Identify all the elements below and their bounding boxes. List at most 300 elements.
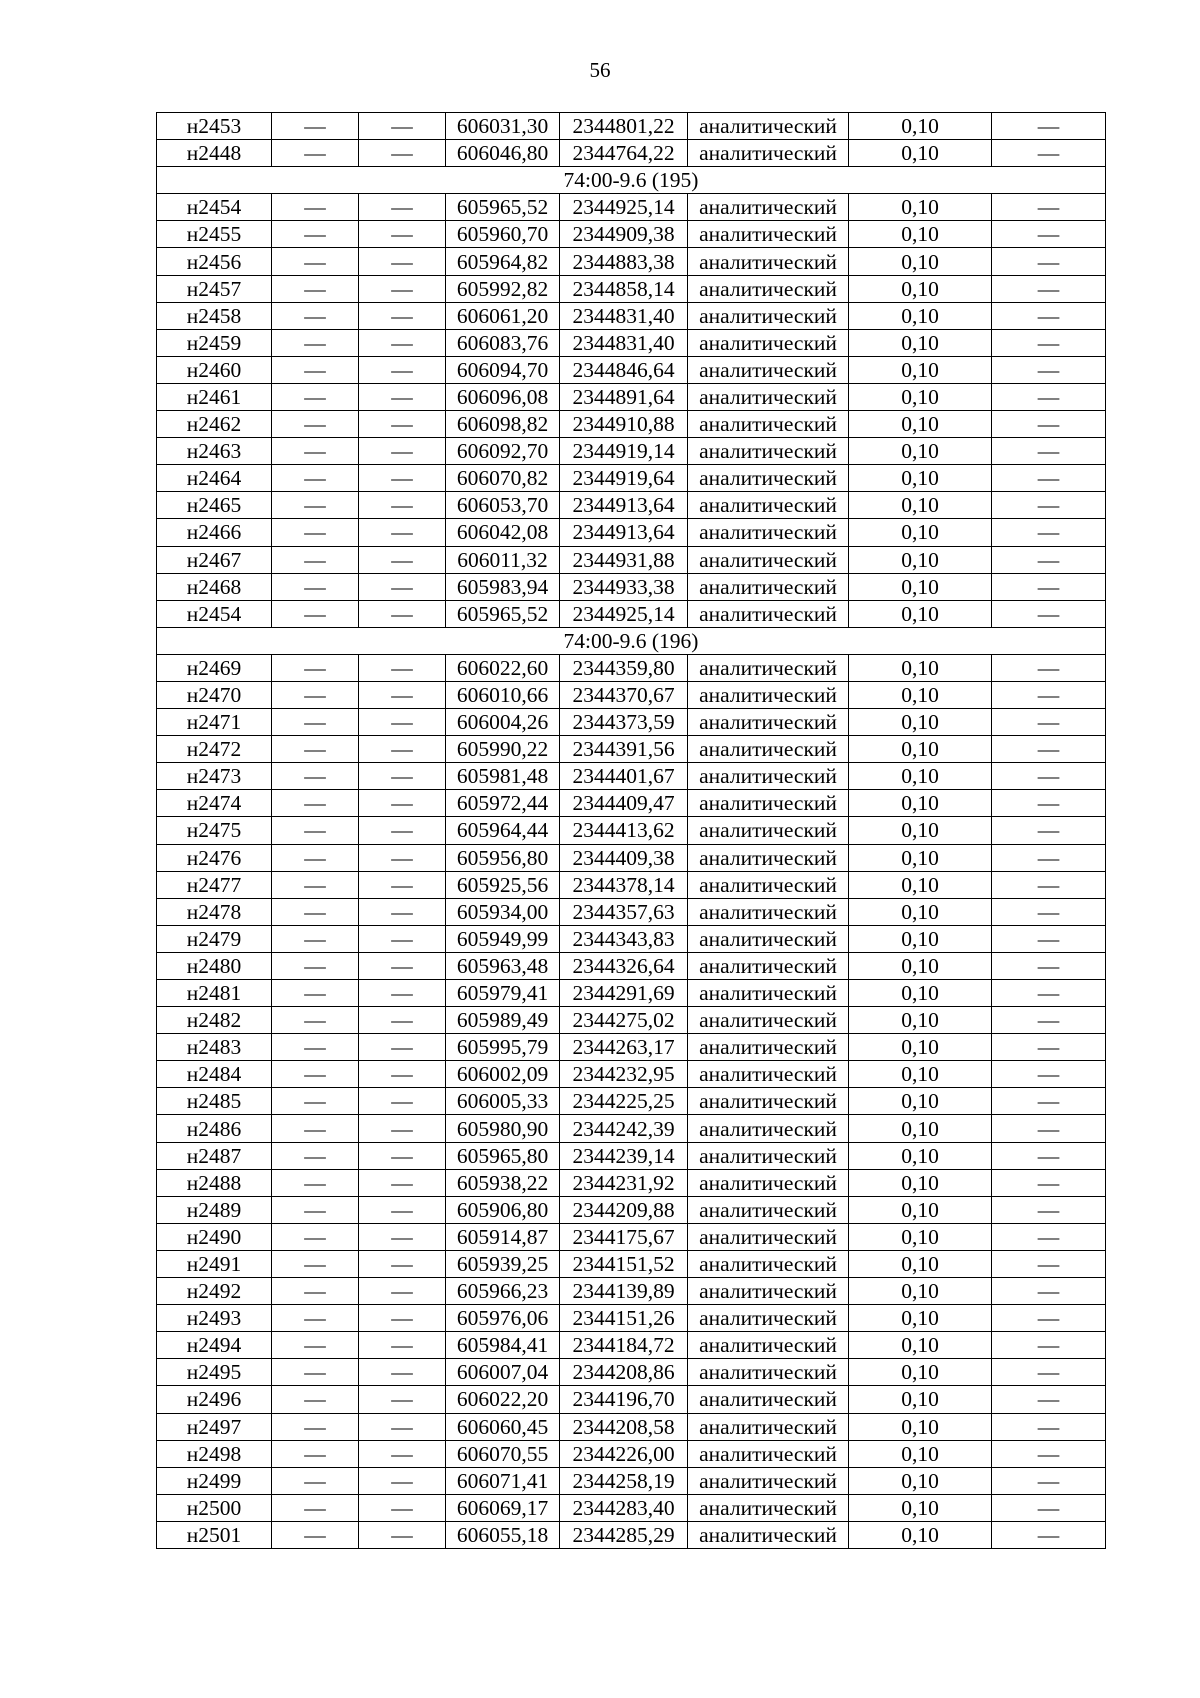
method-cell: аналитический bbox=[688, 1088, 849, 1115]
table-row bbox=[157, 1250, 1106, 1277]
description-cell: — bbox=[992, 763, 1106, 790]
accuracy-cell: 0,10 bbox=[849, 302, 992, 329]
description-cell: — bbox=[992, 1115, 1106, 1142]
y-coordinate-cell: 2344231,92 bbox=[560, 1169, 688, 1196]
x-coordinate-cell: 606042,08 bbox=[446, 519, 560, 546]
accuracy-cell: 0,10 bbox=[849, 925, 992, 952]
table-row bbox=[157, 844, 1106, 871]
accuracy-cell: 0,10 bbox=[849, 871, 992, 898]
x-coordinate-cell: 605984,41 bbox=[446, 1332, 560, 1359]
method-cell: аналитический bbox=[688, 1278, 849, 1305]
description-cell: — bbox=[992, 302, 1106, 329]
section-header-row bbox=[157, 167, 1106, 194]
accuracy-cell: 0,10 bbox=[849, 1115, 992, 1142]
description-cell: — bbox=[992, 654, 1106, 681]
point-name-cell: н2488 bbox=[157, 1169, 272, 1196]
description-cell: — bbox=[992, 1061, 1106, 1088]
y-coordinate-cell: 2344831,40 bbox=[560, 302, 688, 329]
old-x-cell: — bbox=[272, 1467, 359, 1494]
old-x-cell: — bbox=[272, 763, 359, 790]
description-cell: — bbox=[992, 600, 1106, 627]
table-row bbox=[157, 600, 1106, 627]
old-x-cell: — bbox=[272, 1494, 359, 1521]
method-cell: аналитический bbox=[688, 1467, 849, 1494]
description-cell: — bbox=[992, 573, 1106, 600]
old-y-cell: — bbox=[359, 1440, 446, 1467]
accuracy-cell: 0,10 bbox=[849, 1250, 992, 1277]
method-cell: аналитический bbox=[688, 763, 849, 790]
description-cell: — bbox=[992, 1467, 1106, 1494]
method-cell: аналитический bbox=[688, 275, 849, 302]
old-x-cell: — bbox=[272, 1142, 359, 1169]
old-y-cell: — bbox=[359, 925, 446, 952]
x-coordinate-cell: 605906,80 bbox=[446, 1196, 560, 1223]
old-y-cell: — bbox=[359, 465, 446, 492]
x-coordinate-cell: 605965,80 bbox=[446, 1142, 560, 1169]
x-coordinate-cell: 605976,06 bbox=[446, 1305, 560, 1332]
description-cell: — bbox=[992, 275, 1106, 302]
point-name-cell: н2448 bbox=[157, 140, 272, 167]
table-row bbox=[157, 411, 1106, 438]
x-coordinate-cell: 605990,22 bbox=[446, 736, 560, 763]
method-cell: аналитический bbox=[688, 411, 849, 438]
point-name-cell: н2492 bbox=[157, 1278, 272, 1305]
accuracy-cell: 0,10 bbox=[849, 438, 992, 465]
old-y-cell: — bbox=[359, 1115, 446, 1142]
point-name-cell: н2490 bbox=[157, 1223, 272, 1250]
point-name-cell: н2468 bbox=[157, 573, 272, 600]
point-name-cell: н2478 bbox=[157, 898, 272, 925]
y-coordinate-cell: 2344409,47 bbox=[560, 790, 688, 817]
old-x-cell: — bbox=[272, 519, 359, 546]
table-row bbox=[157, 980, 1106, 1007]
old-x-cell: — bbox=[272, 980, 359, 1007]
point-name-cell: н2461 bbox=[157, 383, 272, 410]
y-coordinate-cell: 2344858,14 bbox=[560, 275, 688, 302]
accuracy-cell: 0,10 bbox=[849, 1061, 992, 1088]
table-row bbox=[157, 1332, 1106, 1359]
method-cell: аналитический bbox=[688, 1494, 849, 1521]
description-cell: — bbox=[992, 709, 1106, 736]
description-cell: — bbox=[992, 1196, 1106, 1223]
old-x-cell: — bbox=[272, 817, 359, 844]
point-name-cell: н2454 bbox=[157, 194, 272, 221]
y-coordinate-cell: 2344413,62 bbox=[560, 817, 688, 844]
description-cell: — bbox=[992, 871, 1106, 898]
point-name-cell: н2501 bbox=[157, 1521, 272, 1548]
method-cell: аналитический bbox=[688, 329, 849, 356]
old-y-cell: — bbox=[359, 1467, 446, 1494]
accuracy-cell: 0,10 bbox=[849, 221, 992, 248]
description-cell: — bbox=[992, 194, 1106, 221]
old-y-cell: — bbox=[359, 1305, 446, 1332]
x-coordinate-cell: 606031,30 bbox=[446, 113, 560, 140]
description-cell: — bbox=[992, 898, 1106, 925]
table-row bbox=[157, 1169, 1106, 1196]
method-cell: аналитический bbox=[688, 1413, 849, 1440]
y-coordinate-cell: 2344151,52 bbox=[560, 1250, 688, 1277]
x-coordinate-cell: 605981,48 bbox=[446, 763, 560, 790]
old-x-cell: — bbox=[272, 573, 359, 600]
old-y-cell: — bbox=[359, 1278, 446, 1305]
x-coordinate-cell: 606010,66 bbox=[446, 681, 560, 708]
point-name-cell: н2499 bbox=[157, 1467, 272, 1494]
old-y-cell: — bbox=[359, 1521, 446, 1548]
description-cell: — bbox=[992, 113, 1106, 140]
point-name-cell: н2471 bbox=[157, 709, 272, 736]
accuracy-cell: 0,10 bbox=[849, 383, 992, 410]
old-x-cell: — bbox=[272, 871, 359, 898]
old-y-cell: — bbox=[359, 411, 446, 438]
description-cell: — bbox=[992, 221, 1106, 248]
point-name-cell: н2497 bbox=[157, 1413, 272, 1440]
old-x-cell: — bbox=[272, 1250, 359, 1277]
table-row bbox=[157, 1278, 1106, 1305]
x-coordinate-cell: 606083,76 bbox=[446, 329, 560, 356]
point-name-cell: н2463 bbox=[157, 438, 272, 465]
old-y-cell: — bbox=[359, 1061, 446, 1088]
point-name-cell: н2465 bbox=[157, 492, 272, 519]
table-row bbox=[157, 221, 1106, 248]
y-coordinate-cell: 2344378,14 bbox=[560, 871, 688, 898]
table-row bbox=[157, 763, 1106, 790]
method-cell: аналитический bbox=[688, 709, 849, 736]
y-coordinate-cell: 2344291,69 bbox=[560, 980, 688, 1007]
accuracy-cell: 0,10 bbox=[849, 329, 992, 356]
table-row bbox=[157, 465, 1106, 492]
method-cell: аналитический bbox=[688, 492, 849, 519]
old-x-cell: — bbox=[272, 844, 359, 871]
method-cell: аналитический bbox=[688, 465, 849, 492]
old-x-cell: — bbox=[272, 438, 359, 465]
old-x-cell: — bbox=[272, 113, 359, 140]
page-number: 56 bbox=[589, 58, 611, 82]
x-coordinate-cell: 606070,82 bbox=[446, 465, 560, 492]
x-coordinate-cell: 605925,56 bbox=[446, 871, 560, 898]
table-row bbox=[157, 1223, 1106, 1250]
x-coordinate-cell: 605914,87 bbox=[446, 1223, 560, 1250]
table-row bbox=[157, 1088, 1106, 1115]
y-coordinate-cell: 2344283,40 bbox=[560, 1494, 688, 1521]
accuracy-cell: 0,10 bbox=[849, 1088, 992, 1115]
old-y-cell: — bbox=[359, 1196, 446, 1223]
table-row bbox=[157, 546, 1106, 573]
old-x-cell: — bbox=[272, 898, 359, 925]
y-coordinate-cell: 2344139,89 bbox=[560, 1278, 688, 1305]
description-cell: — bbox=[992, 411, 1106, 438]
x-coordinate-cell: 605960,70 bbox=[446, 221, 560, 248]
point-name-cell: н2482 bbox=[157, 1007, 272, 1034]
method-cell: аналитический bbox=[688, 1440, 849, 1467]
old-x-cell: — bbox=[272, 654, 359, 681]
old-x-cell: — bbox=[272, 1061, 359, 1088]
old-x-cell: — bbox=[272, 736, 359, 763]
table-row bbox=[157, 790, 1106, 817]
description-cell: — bbox=[992, 1088, 1106, 1115]
description-cell: — bbox=[992, 465, 1106, 492]
y-coordinate-cell: 2344357,63 bbox=[560, 898, 688, 925]
point-name-cell: н2491 bbox=[157, 1250, 272, 1277]
accuracy-cell: 0,10 bbox=[849, 1034, 992, 1061]
old-y-cell: — bbox=[359, 1169, 446, 1196]
method-cell: аналитический bbox=[688, 302, 849, 329]
x-coordinate-cell: 605965,52 bbox=[446, 600, 560, 627]
table-row bbox=[157, 1305, 1106, 1332]
point-name-cell: н2495 bbox=[157, 1359, 272, 1386]
old-x-cell: — bbox=[272, 1169, 359, 1196]
old-x-cell: — bbox=[272, 1196, 359, 1223]
y-coordinate-cell: 2344175,67 bbox=[560, 1223, 688, 1250]
description-cell: — bbox=[992, 1359, 1106, 1386]
old-y-cell: — bbox=[359, 681, 446, 708]
table-row bbox=[157, 1440, 1106, 1467]
table-row bbox=[157, 356, 1106, 383]
accuracy-cell: 0,10 bbox=[849, 817, 992, 844]
y-coordinate-cell: 2344909,38 bbox=[560, 221, 688, 248]
y-coordinate-cell: 2344801,22 bbox=[560, 113, 688, 140]
accuracy-cell: 0,10 bbox=[849, 1142, 992, 1169]
y-coordinate-cell: 2344343,83 bbox=[560, 925, 688, 952]
accuracy-cell: 0,10 bbox=[849, 1169, 992, 1196]
x-coordinate-cell: 606022,60 bbox=[446, 654, 560, 681]
accuracy-cell: 0,10 bbox=[849, 1332, 992, 1359]
x-coordinate-cell: 605934,00 bbox=[446, 898, 560, 925]
old-y-cell: — bbox=[359, 1223, 446, 1250]
x-coordinate-cell: 606060,45 bbox=[446, 1413, 560, 1440]
point-name-cell: н2454 bbox=[157, 600, 272, 627]
table-row bbox=[157, 871, 1106, 898]
old-x-cell: — bbox=[272, 1386, 359, 1413]
y-coordinate-cell: 2344151,26 bbox=[560, 1305, 688, 1332]
old-x-cell: — bbox=[272, 1034, 359, 1061]
accuracy-cell: 0,10 bbox=[849, 573, 992, 600]
old-y-cell: — bbox=[359, 898, 446, 925]
old-x-cell: — bbox=[272, 302, 359, 329]
accuracy-cell: 0,10 bbox=[849, 194, 992, 221]
old-x-cell: — bbox=[272, 600, 359, 627]
old-x-cell: — bbox=[272, 546, 359, 573]
x-coordinate-cell: 606096,08 bbox=[446, 383, 560, 410]
y-coordinate-cell: 2344196,70 bbox=[560, 1386, 688, 1413]
description-cell: — bbox=[992, 492, 1106, 519]
accuracy-cell: 0,10 bbox=[849, 546, 992, 573]
table-row bbox=[157, 709, 1106, 736]
old-y-cell: — bbox=[359, 194, 446, 221]
x-coordinate-cell: 606022,20 bbox=[446, 1386, 560, 1413]
method-cell: аналитический bbox=[688, 1007, 849, 1034]
description-cell: — bbox=[992, 1440, 1106, 1467]
x-coordinate-cell: 605979,41 bbox=[446, 980, 560, 1007]
point-name-cell: н2474 bbox=[157, 790, 272, 817]
x-coordinate-cell: 605983,94 bbox=[446, 573, 560, 600]
old-y-cell: — bbox=[359, 248, 446, 275]
accuracy-cell: 0,10 bbox=[849, 492, 992, 519]
method-cell: аналитический bbox=[688, 1359, 849, 1386]
accuracy-cell: 0,10 bbox=[849, 465, 992, 492]
old-y-cell: — bbox=[359, 329, 446, 356]
table-row bbox=[157, 302, 1106, 329]
point-name-cell: н2475 bbox=[157, 817, 272, 844]
method-cell: аналитический bbox=[688, 871, 849, 898]
old-x-cell: — bbox=[272, 1359, 359, 1386]
y-coordinate-cell: 2344925,14 bbox=[560, 194, 688, 221]
old-x-cell: — bbox=[272, 1440, 359, 1467]
method-cell: аналитический bbox=[688, 925, 849, 952]
table-row bbox=[157, 573, 1106, 600]
method-cell: аналитический bbox=[688, 790, 849, 817]
x-coordinate-cell: 606055,18 bbox=[446, 1521, 560, 1548]
method-cell: аналитический bbox=[688, 952, 849, 979]
old-y-cell: — bbox=[359, 817, 446, 844]
accuracy-cell: 0,10 bbox=[849, 980, 992, 1007]
accuracy-cell: 0,10 bbox=[849, 709, 992, 736]
old-x-cell: — bbox=[272, 1088, 359, 1115]
y-coordinate-cell: 2344359,80 bbox=[560, 654, 688, 681]
old-y-cell: — bbox=[359, 221, 446, 248]
accuracy-cell: 0,10 bbox=[849, 790, 992, 817]
x-coordinate-cell: 606004,26 bbox=[446, 709, 560, 736]
table-row bbox=[157, 383, 1106, 410]
old-y-cell: — bbox=[359, 113, 446, 140]
old-x-cell: — bbox=[272, 140, 359, 167]
old-y-cell: — bbox=[359, 844, 446, 871]
table-row bbox=[157, 1196, 1106, 1223]
table-row bbox=[157, 275, 1106, 302]
table-row bbox=[157, 194, 1106, 221]
point-name-cell: н2459 bbox=[157, 329, 272, 356]
description-cell: — bbox=[992, 383, 1106, 410]
old-y-cell: — bbox=[359, 952, 446, 979]
description-cell: — bbox=[992, 844, 1106, 871]
y-coordinate-cell: 2344208,58 bbox=[560, 1413, 688, 1440]
old-x-cell: — bbox=[272, 1413, 359, 1440]
x-coordinate-cell: 606007,04 bbox=[446, 1359, 560, 1386]
old-x-cell: — bbox=[272, 194, 359, 221]
method-cell: аналитический bbox=[688, 980, 849, 1007]
point-name-cell: н2470 bbox=[157, 681, 272, 708]
table-row bbox=[157, 817, 1106, 844]
point-name-cell: н2464 bbox=[157, 465, 272, 492]
x-coordinate-cell: 606092,70 bbox=[446, 438, 560, 465]
y-coordinate-cell: 2344275,02 bbox=[560, 1007, 688, 1034]
x-coordinate-cell: 605989,49 bbox=[446, 1007, 560, 1034]
description-cell: — bbox=[992, 546, 1106, 573]
old-x-cell: — bbox=[272, 790, 359, 817]
method-cell: аналитический bbox=[688, 221, 849, 248]
description-cell: — bbox=[992, 140, 1106, 167]
table-row bbox=[157, 113, 1106, 140]
y-coordinate-cell: 2344391,56 bbox=[560, 736, 688, 763]
description-cell: — bbox=[992, 681, 1106, 708]
old-y-cell: — bbox=[359, 1250, 446, 1277]
old-x-cell: — bbox=[272, 1278, 359, 1305]
point-name-cell: н2483 bbox=[157, 1034, 272, 1061]
point-name-cell: н2494 bbox=[157, 1332, 272, 1359]
accuracy-cell: 0,10 bbox=[849, 898, 992, 925]
table-row bbox=[157, 1007, 1106, 1034]
point-name-cell: н2462 bbox=[157, 411, 272, 438]
method-cell: аналитический bbox=[688, 1061, 849, 1088]
method-cell: аналитический bbox=[688, 654, 849, 681]
description-cell: — bbox=[992, 438, 1106, 465]
old-y-cell: — bbox=[359, 600, 446, 627]
method-cell: аналитический bbox=[688, 1305, 849, 1332]
table-row bbox=[157, 681, 1106, 708]
old-x-cell: — bbox=[272, 952, 359, 979]
y-coordinate-cell: 2344326,64 bbox=[560, 952, 688, 979]
method-cell: аналитический bbox=[688, 1169, 849, 1196]
old-y-cell: — bbox=[359, 1142, 446, 1169]
table-body bbox=[157, 113, 1106, 1549]
old-x-cell: — bbox=[272, 925, 359, 952]
method-cell: аналитический bbox=[688, 1250, 849, 1277]
section-header-row bbox=[157, 627, 1106, 654]
point-name-cell: н2479 bbox=[157, 925, 272, 952]
accuracy-cell: 0,10 bbox=[849, 736, 992, 763]
method-cell: аналитический bbox=[688, 1115, 849, 1142]
y-coordinate-cell: 2344913,64 bbox=[560, 492, 688, 519]
y-coordinate-cell: 2344891,64 bbox=[560, 383, 688, 410]
point-name-cell: н2487 bbox=[157, 1142, 272, 1169]
accuracy-cell: 0,10 bbox=[849, 1467, 992, 1494]
accuracy-cell: 0,10 bbox=[849, 1386, 992, 1413]
point-name-cell: н2466 bbox=[157, 519, 272, 546]
old-y-cell: — bbox=[359, 438, 446, 465]
y-coordinate-cell: 2344933,38 bbox=[560, 573, 688, 600]
x-coordinate-cell: 606070,55 bbox=[446, 1440, 560, 1467]
old-y-cell: — bbox=[359, 1494, 446, 1521]
description-cell: — bbox=[992, 1305, 1106, 1332]
x-coordinate-cell: 605972,44 bbox=[446, 790, 560, 817]
method-cell: аналитический bbox=[688, 736, 849, 763]
x-coordinate-cell: 606094,70 bbox=[446, 356, 560, 383]
accuracy-cell: 0,10 bbox=[849, 248, 992, 275]
old-y-cell: — bbox=[359, 736, 446, 763]
x-coordinate-cell: 606098,82 bbox=[446, 411, 560, 438]
accuracy-cell: 0,10 bbox=[849, 1196, 992, 1223]
old-y-cell: — bbox=[359, 980, 446, 1007]
old-y-cell: — bbox=[359, 871, 446, 898]
method-cell: аналитический bbox=[688, 600, 849, 627]
y-coordinate-cell: 2344370,67 bbox=[560, 681, 688, 708]
accuracy-cell: 0,10 bbox=[849, 1007, 992, 1034]
old-y-cell: — bbox=[359, 140, 446, 167]
accuracy-cell: 0,10 bbox=[849, 519, 992, 546]
old-y-cell: — bbox=[359, 654, 446, 681]
x-coordinate-cell: 606046,80 bbox=[446, 140, 560, 167]
old-x-cell: — bbox=[272, 383, 359, 410]
accuracy-cell: 0,10 bbox=[849, 140, 992, 167]
x-coordinate-cell: 605938,22 bbox=[446, 1169, 560, 1196]
method-cell: аналитический bbox=[688, 844, 849, 871]
accuracy-cell: 0,10 bbox=[849, 356, 992, 383]
accuracy-cell: 0,10 bbox=[849, 844, 992, 871]
method-cell: аналитический bbox=[688, 573, 849, 600]
old-x-cell: — bbox=[272, 492, 359, 519]
accuracy-cell: 0,10 bbox=[849, 1223, 992, 1250]
method-cell: аналитический bbox=[688, 113, 849, 140]
method-cell: аналитический bbox=[688, 546, 849, 573]
old-x-cell: — bbox=[272, 681, 359, 708]
description-cell: — bbox=[992, 1007, 1106, 1034]
old-y-cell: — bbox=[359, 1088, 446, 1115]
method-cell: аналитический bbox=[688, 1034, 849, 1061]
x-coordinate-cell: 606061,20 bbox=[446, 302, 560, 329]
y-coordinate-cell: 2344239,14 bbox=[560, 1142, 688, 1169]
table-row bbox=[157, 248, 1106, 275]
y-coordinate-cell: 2344846,64 bbox=[560, 356, 688, 383]
y-coordinate-cell: 2344831,40 bbox=[560, 329, 688, 356]
